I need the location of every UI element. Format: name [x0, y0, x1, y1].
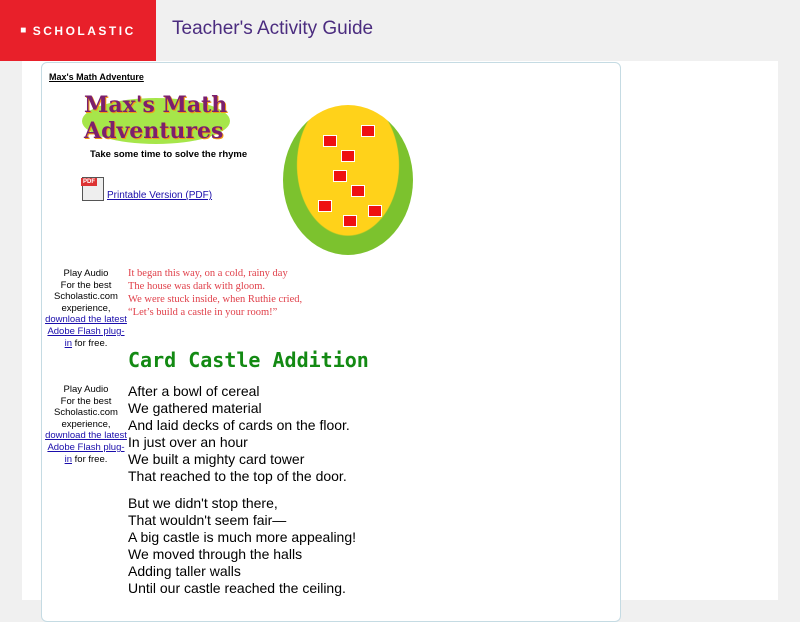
logo-line1: Max's Math — [84, 92, 228, 118]
poem-line: In just over an hour — [128, 434, 248, 450]
verse-line: We were stuck inside, when Ruthie cried, — [128, 294, 303, 305]
flash-download-link[interactable]: download the latest Adobe Flash plug-in — [45, 430, 127, 465]
pdf-icon-label: PDF — [83, 179, 95, 185]
audio-note: for free. — [72, 453, 108, 465]
poem-line: Adding taller walls — [128, 563, 241, 579]
header — [0, 0, 800, 61]
poem-line: A big castle is much more appealing! — [128, 529, 357, 545]
card-castle-illustration — [283, 105, 413, 265]
printable-version-link[interactable]: Printable Version (PDF) — [107, 190, 213, 201]
logo-line2: Adventures — [84, 118, 224, 144]
poem-stanza-1 — [128, 383, 350, 485]
poem-line: That wouldn't seem fair— — [128, 512, 287, 528]
page-title: Teacher's Activity Guide — [172, 18, 374, 39]
flash-download-link[interactable]: download the latest Adobe Flash plug-in — [45, 314, 127, 349]
maxs-math-adventures-logo — [82, 92, 248, 164]
poem-line: We gathered material — [128, 400, 262, 416]
audio-block-1 — [44, 268, 128, 349]
poem-line: And laid decks of cards on the floor. — [128, 417, 350, 433]
audio-note: for free. — [72, 337, 108, 349]
poem-line: After a bowl of cereal — [128, 383, 260, 399]
audio-note: Scholastic.com — [54, 407, 118, 419]
verse-line: “Let’s build a castle in your room!” — [128, 307, 278, 318]
poem-line: We moved through the halls — [128, 546, 303, 562]
logo-tagline: Take some time to solve the rhyme — [90, 149, 248, 160]
breadcrumb-link[interactable]: Max's Math Adventure — [49, 72, 144, 82]
poem-line: But we didn't stop there, — [128, 495, 278, 511]
audio-note: For the best — [60, 395, 112, 407]
activity-heading: Card Castle Addition — [128, 348, 369, 372]
audio-block-2 — [44, 384, 128, 465]
intro-verse — [128, 267, 302, 319]
verse-line: It began this way, on a cold, rainy day — [128, 268, 288, 279]
audio-note: experience, — [61, 302, 111, 314]
brand-text: SCHOLASTIC — [32, 23, 136, 38]
audio-note: experience, — [61, 418, 111, 430]
poem-line: That reached to the top of the door. — [128, 468, 347, 484]
book-icon: ■ — [20, 25, 29, 36]
pdf-icon[interactable] — [82, 177, 104, 201]
play-audio-button[interactable]: Play Audio — [63, 268, 109, 279]
audio-note: Scholastic.com — [54, 291, 118, 303]
verse-line: The house was dark with gloom. — [128, 281, 266, 292]
poem-line: Until our castle reached the ceiling. — [128, 580, 346, 596]
scholastic-logo[interactable] — [0, 0, 156, 61]
printable-version — [82, 177, 212, 201]
poem-line: We built a mighty card tower — [128, 451, 305, 467]
audio-note: For the best — [60, 279, 112, 291]
play-audio-button[interactable]: Play Audio — [63, 384, 109, 395]
poem-stanza-2 — [128, 495, 356, 597]
